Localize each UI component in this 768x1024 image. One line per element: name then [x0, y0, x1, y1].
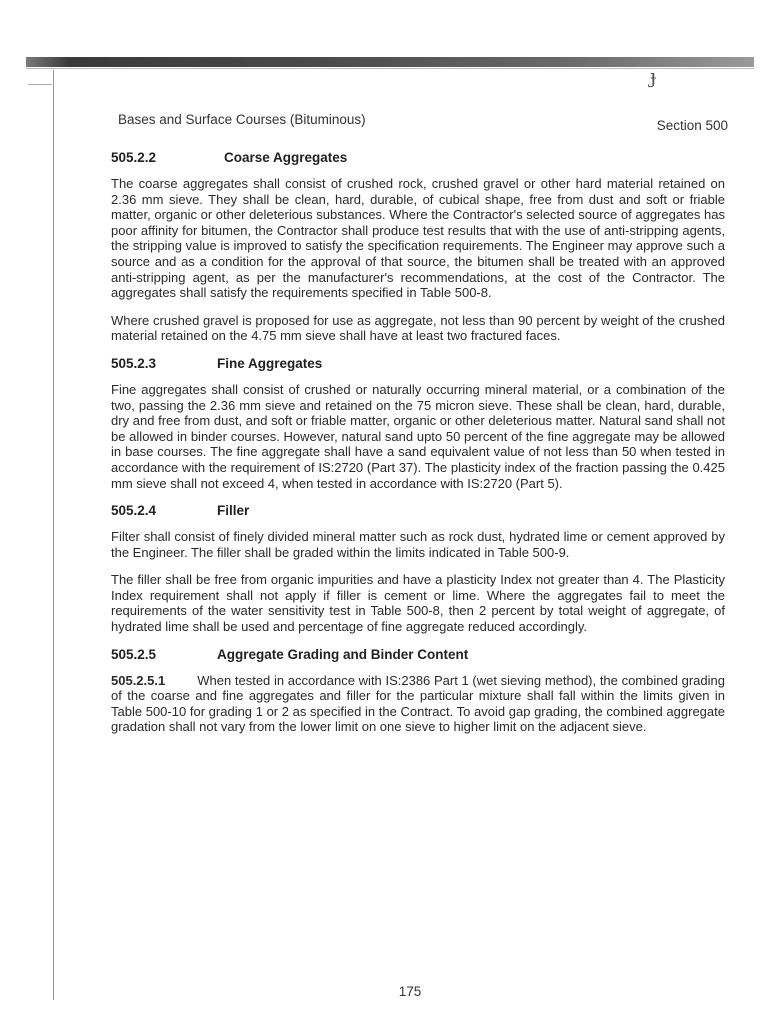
running-header-section: Section 500 [656, 118, 728, 133]
margin-tick [28, 84, 52, 85]
page-body [111, 150, 725, 747]
section-heading [111, 150, 725, 165]
subsection-paragraph [111, 673, 725, 735]
running-header-title: Bases and Surface Courses (Bituminous) [118, 112, 366, 127]
paragraph: Fine aggregates shall consist of crushed or naturally occurring mineral material, or a combination of the two, passing the 2.36 mm sieve and retained on the 75 micron sieve. These shall be clean, hard, durable, dry and free from dust, and soft or friable matter, organic or other deleterious matter. Natural sand shall not be allowed in binder courses. However, natural sand upto 50 percent of the fine aggregate may be allowed in base courses. The fine aggregate shall have a sand equivalent value of not less than 50 when tested in accordance with the requirement of IS:2720 (Part 37). The plasticity index of the fraction passing the 0.425 mm sieve shall not exceed 4, when tested in accordance with IS:2720 (Part 5). [111, 381, 725, 491]
section-heading [111, 356, 725, 371]
section-title: Aggregate Grading and Binder Content [217, 646, 469, 662]
section-number: 505.2.4 [111, 503, 157, 519]
section-number: 505.2.5 [111, 646, 157, 662]
left-margin-rule [53, 70, 54, 1000]
paragraph: Where crushed gravel is proposed for use as aggregate, not less than 90 percent by weight of the crushed material retained on the 4.75 mm sieve shall have at least two fractured faces. [111, 312, 725, 344]
section-number: 505.2.2 [111, 150, 157, 165]
handwritten-mark: ɟ [650, 64, 657, 88]
section-title: Fine Aggregates [217, 355, 323, 371]
top-rule [26, 68, 754, 69]
paragraph: The filler shall be free from organic impurities and have a plasticity Index not greater than 4. The Plasticity Index requirement shall not apply if filler is cement or lime. Where the aggregates fail to meet the requirements of the water sensitivity test in Table 500-8, then 2 percent by total weight of aggregate, of hydrated lime shall be used and percentage of fine aggregate reduced accordingly. [111, 572, 725, 635]
subsection-text: When tested in accordance with IS:2386 Part 1 (wet sieving method), the combined grading of the coarse and fine aggregates and filler for the particular mixture shall fall within the limits given in Table 500-10 for grading 1 or 2 as specified in the Contract. To avoid gap grading, the combined aggregate gradation shall not vary from the lower limit on one sieve to higher limit on the adjacent sieve. [111, 672, 725, 735]
section-title: Filler [217, 503, 250, 519]
scanned-top-border [26, 57, 754, 67]
subsection-number: 505.2.5.1 [111, 672, 166, 688]
page-number: 175 [398, 984, 422, 999]
section-title: Coarse Aggregates [224, 150, 348, 165]
section-heading [111, 503, 725, 518]
paragraph: The coarse aggregates shall consist of crushed rock, crushed gravel or other hard material retained on 2.36 mm sieve. They shall be clean, hard, durable, of cubical shape, free from dust and soft or friable matter, organic or other deleterious substances. Where the Contractor's selected source of aggregates has poor affinity for bitumen, the Contractor shall produce test results that with the use of anti-stripping agents, the stripping value is improved to satisfy the specification requirements. The Engineer may approve such a source and as a condition for the approval of that source, the bitumen shall be treated with an approved anti-stripping agent, as per the manufacturer's recommendations, at the cost of the Contractor. The aggregates shall satisfy the requirements specified in Table 500-8. [111, 176, 725, 301]
section-number: 505.2.3 [111, 355, 157, 371]
section-heading [111, 647, 725, 662]
paragraph: Filter shall consist of finely divided mineral matter such as rock dust, hydrated lime or cement approved by the Engineer. The filler shall be graded within the limits indicated in Table 500-9. [111, 529, 725, 560]
